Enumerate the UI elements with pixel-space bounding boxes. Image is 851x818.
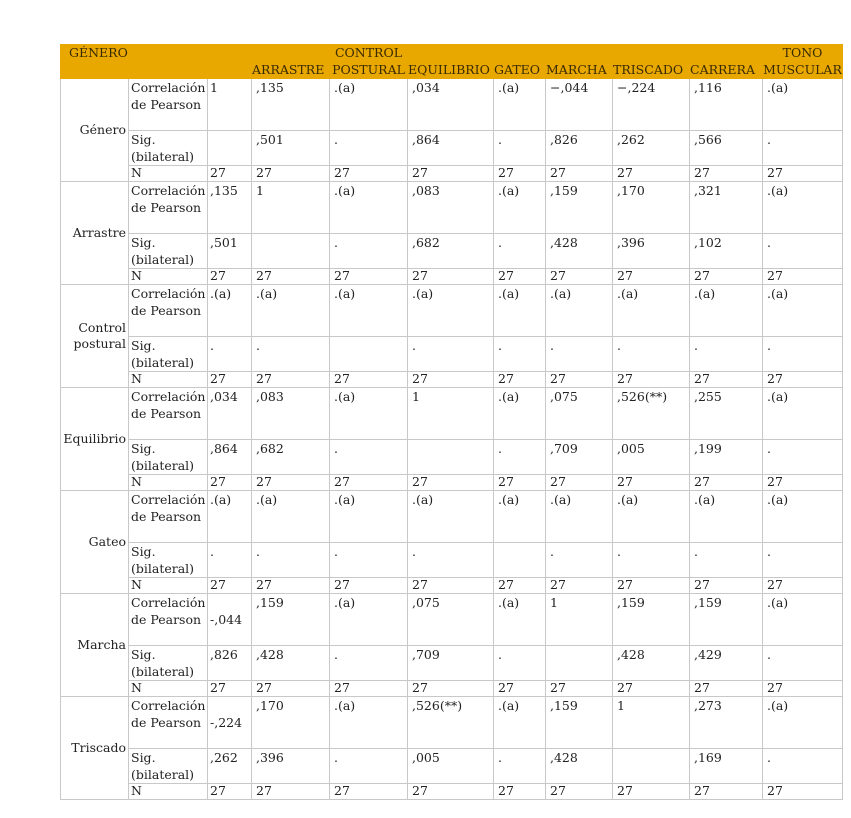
- statistic-label: Sig. (bilateral): [129, 646, 208, 681]
- value-cell: 27: [613, 681, 690, 697]
- header-tono-muscular: TONO MUSCULAR: [763, 45, 842, 77]
- value-cell: ,428: [252, 646, 330, 681]
- value-cell: .(a): [546, 285, 613, 337]
- value-cell: ,262: [613, 131, 690, 166]
- value-cell: ,005: [408, 749, 494, 784]
- value-cell: .(a): [613, 285, 690, 337]
- correlation-row: [61, 594, 843, 646]
- row-group-label: Gateo: [61, 491, 129, 594]
- value-cell: 27: [252, 784, 330, 800]
- value-cell: .: [613, 543, 690, 578]
- value-cell: ,199: [690, 440, 763, 475]
- value-cell: 27: [494, 578, 546, 594]
- value-cell: 27: [330, 166, 408, 182]
- value-cell: .(a): [330, 79, 408, 131]
- value-cell: .(a): [330, 594, 408, 646]
- value-cell: ,428: [613, 646, 690, 681]
- statistic-label: Sig. (bilateral): [129, 440, 208, 475]
- value-cell: ,321: [690, 182, 763, 234]
- significance-row: [61, 131, 843, 166]
- value-cell: .(a): [690, 285, 763, 337]
- value-cell: ,526(**): [613, 388, 690, 440]
- value-cell: .(a): [494, 594, 546, 646]
- value-cell: −,224: [613, 79, 690, 131]
- header-marcha: MARCHA: [546, 45, 613, 79]
- value-cell: ,083: [408, 182, 494, 234]
- value-cell: 27: [408, 475, 494, 491]
- significance-row: [61, 440, 843, 475]
- value-cell: 27: [330, 681, 408, 697]
- value-cell: ,429: [690, 646, 763, 681]
- header-arrastre: ARRASTRE: [252, 45, 330, 79]
- value-cell: .(a): [252, 491, 330, 543]
- value-cell: .: [763, 749, 843, 784]
- statistic-label: N: [129, 578, 208, 594]
- value-cell: 27: [494, 475, 546, 491]
- value-cell: .: [408, 543, 494, 578]
- value-cell: 1: [613, 697, 690, 749]
- value-cell: 27: [763, 475, 843, 491]
- value-cell: 27: [408, 372, 494, 388]
- value-cell: 27: [546, 269, 613, 285]
- correlation-row: [61, 285, 843, 337]
- value-cell: 27: [494, 269, 546, 285]
- value-cell: [330, 337, 408, 372]
- value-cell: .: [763, 440, 843, 475]
- header-triscado: TRISCADO: [613, 45, 690, 79]
- value-cell: .: [763, 646, 843, 681]
- value-cell: 27: [690, 372, 763, 388]
- value-cell: ,170: [252, 697, 330, 749]
- statistic-label: Correlación de Pearson: [129, 79, 208, 131]
- value-cell: 27: [546, 784, 613, 800]
- correlation-row: [61, 182, 843, 234]
- value-cell: .: [763, 337, 843, 372]
- value-cell: 27: [208, 681, 252, 697]
- value-cell: .(a): [763, 79, 843, 131]
- value-cell: 27: [690, 166, 763, 182]
- value-cell: ,396: [252, 749, 330, 784]
- value-cell: ,864: [408, 131, 494, 166]
- significance-row: [61, 337, 843, 372]
- value-cell: 27: [763, 372, 843, 388]
- value-cell: ,826: [546, 131, 613, 166]
- value-cell: .(a): [763, 182, 843, 234]
- value-cell: 27: [690, 578, 763, 594]
- value-cell: 27: [690, 681, 763, 697]
- value-cell: 27: [330, 372, 408, 388]
- value-cell: .(a): [330, 491, 408, 543]
- header-genero: GÉNERO: [61, 45, 252, 79]
- header-row: [61, 45, 843, 79]
- value-cell: 27: [208, 475, 252, 491]
- value-cell: ,135: [208, 182, 252, 234]
- value-cell: ,159: [613, 594, 690, 646]
- value-cell: .: [330, 749, 408, 784]
- correlation-row: [61, 388, 843, 440]
- value-cell: [494, 543, 546, 578]
- value-cell: .(a): [546, 491, 613, 543]
- significance-row: [61, 543, 843, 578]
- row-group-label: Marcha: [61, 594, 129, 697]
- value-cell: ,135: [252, 79, 330, 131]
- value-cell: .(a): [690, 491, 763, 543]
- value-cell: .: [690, 337, 763, 372]
- value-cell: .: [690, 543, 763, 578]
- value-cell: ,501: [252, 131, 330, 166]
- value-cell: ,262: [208, 749, 252, 784]
- header-equilibrio: EQUILIBRIO: [408, 45, 494, 79]
- value-cell: −,044: [546, 79, 613, 131]
- significance-row: [61, 749, 843, 784]
- value-cell: .(a): [763, 285, 843, 337]
- n-row: [61, 166, 843, 182]
- n-row: [61, 784, 843, 800]
- value-cell: .: [330, 131, 408, 166]
- value-cell: .(a): [763, 388, 843, 440]
- value-cell: ,396: [613, 234, 690, 269]
- value-cell: .(a): [763, 491, 843, 543]
- value-cell: .: [330, 234, 408, 269]
- value-cell: ,255: [690, 388, 763, 440]
- statistic-label: Sig. (bilateral): [129, 337, 208, 372]
- value-cell: .(a): [494, 285, 546, 337]
- value-cell: 27: [690, 784, 763, 800]
- statistic-label: N: [129, 166, 208, 182]
- statistic-label: Correlación de Pearson: [129, 491, 208, 543]
- value-cell: 27: [546, 475, 613, 491]
- value-cell: ,826: [208, 646, 252, 681]
- n-row: [61, 681, 843, 697]
- value-cell: ,169: [690, 749, 763, 784]
- row-group-label: Control postural: [61, 285, 129, 388]
- correlation-row: [61, 79, 843, 131]
- value-cell: .(a): [613, 491, 690, 543]
- value-cell: .: [208, 337, 252, 372]
- value-cell: 27: [763, 269, 843, 285]
- value-cell: 27: [546, 372, 613, 388]
- statistic-label: Correlación de Pearson: [129, 697, 208, 749]
- value-cell: 27: [208, 372, 252, 388]
- value-cell: [613, 749, 690, 784]
- value-cell: .: [330, 646, 408, 681]
- value-cell: [208, 131, 252, 166]
- value-cell: 27: [208, 578, 252, 594]
- n-row: [61, 269, 843, 285]
- header-carrera: CARRERA: [690, 45, 763, 79]
- value-cell: 27: [494, 372, 546, 388]
- value-cell: ,709: [546, 440, 613, 475]
- value-cell: ,682: [252, 440, 330, 475]
- value-cell: 27: [252, 578, 330, 594]
- value-cell: ,034: [408, 79, 494, 131]
- value-cell: ,102: [690, 234, 763, 269]
- value-cell: .: [494, 749, 546, 784]
- value-cell: -,224: [208, 697, 252, 749]
- value-cell: .: [613, 337, 690, 372]
- value-cell: .(a): [330, 285, 408, 337]
- table-body: [61, 79, 843, 800]
- correlation-table: [60, 44, 843, 800]
- value-cell: .: [208, 543, 252, 578]
- value-cell: 27: [330, 475, 408, 491]
- statistic-label: N: [129, 269, 208, 285]
- statistic-label: Sig. (bilateral): [129, 234, 208, 269]
- value-cell: ,864: [208, 440, 252, 475]
- value-cell: .(a): [208, 285, 252, 337]
- value-cell: 27: [208, 166, 252, 182]
- value-cell: ,159: [546, 182, 613, 234]
- row-group-label: Género: [61, 79, 129, 182]
- correlation-row: [61, 697, 843, 749]
- value-cell: .(a): [408, 285, 494, 337]
- correlation-row: [61, 491, 843, 543]
- value-cell: ,566: [690, 131, 763, 166]
- value-cell: .(a): [330, 182, 408, 234]
- statistic-label: Correlación de Pearson: [129, 388, 208, 440]
- statistic-label: Correlación de Pearson: [129, 285, 208, 337]
- value-cell: .: [330, 440, 408, 475]
- value-cell: 1: [252, 182, 330, 234]
- value-cell: .: [408, 337, 494, 372]
- n-row: [61, 475, 843, 491]
- value-cell: ,159: [252, 594, 330, 646]
- value-cell: -,044: [208, 594, 252, 646]
- value-cell: .(a): [330, 388, 408, 440]
- value-cell: 27: [546, 578, 613, 594]
- value-cell: ,159: [546, 697, 613, 749]
- statistic-label: N: [129, 372, 208, 388]
- value-cell: 27: [408, 166, 494, 182]
- value-cell: .(a): [494, 388, 546, 440]
- value-cell: ,682: [408, 234, 494, 269]
- value-cell: 27: [763, 578, 843, 594]
- statistic-label: N: [129, 681, 208, 697]
- value-cell: 27: [252, 269, 330, 285]
- value-cell: 27: [763, 681, 843, 697]
- value-cell: 27: [408, 578, 494, 594]
- value-cell: ,170: [613, 182, 690, 234]
- value-cell: ,273: [690, 697, 763, 749]
- value-cell: .: [763, 234, 843, 269]
- value-cell: .: [546, 543, 613, 578]
- value-cell: .(a): [763, 697, 843, 749]
- value-cell: 27: [252, 372, 330, 388]
- value-cell: .(a): [494, 79, 546, 131]
- statistic-label: Correlación de Pearson: [129, 182, 208, 234]
- value-cell: ,005: [613, 440, 690, 475]
- statistic-label: Sig. (bilateral): [129, 131, 208, 166]
- value-cell: 27: [208, 269, 252, 285]
- statistic-label: Sig. (bilateral): [129, 749, 208, 784]
- value-cell: 27: [330, 269, 408, 285]
- value-cell: ,526(**): [408, 697, 494, 749]
- value-cell: 27: [613, 166, 690, 182]
- row-group-label: Equilibrio: [61, 388, 129, 491]
- value-cell: 27: [690, 475, 763, 491]
- value-cell: .: [546, 337, 613, 372]
- value-cell: 27: [763, 166, 843, 182]
- value-cell: .: [494, 646, 546, 681]
- value-cell: 27: [408, 784, 494, 800]
- value-cell: 27: [613, 578, 690, 594]
- value-cell: 27: [613, 784, 690, 800]
- value-cell: .: [330, 543, 408, 578]
- statistic-label: N: [129, 475, 208, 491]
- value-cell: .(a): [252, 285, 330, 337]
- value-cell: .: [252, 337, 330, 372]
- value-cell: .(a): [408, 491, 494, 543]
- value-cell: ,428: [546, 234, 613, 269]
- value-cell: .: [494, 440, 546, 475]
- value-cell: 27: [494, 166, 546, 182]
- value-cell: 27: [546, 681, 613, 697]
- value-cell: [408, 440, 494, 475]
- significance-row: [61, 646, 843, 681]
- value-cell: 27: [252, 475, 330, 491]
- value-cell: .: [494, 234, 546, 269]
- value-cell: 27: [763, 784, 843, 800]
- value-cell: ,075: [546, 388, 613, 440]
- value-cell: .(a): [494, 697, 546, 749]
- value-cell: ,501: [208, 234, 252, 269]
- value-cell: 27: [613, 475, 690, 491]
- value-cell: ,709: [408, 646, 494, 681]
- value-cell: 27: [252, 166, 330, 182]
- value-cell: ,075: [408, 594, 494, 646]
- value-cell: 27: [494, 681, 546, 697]
- value-cell: ,428: [546, 749, 613, 784]
- value-cell: ,159: [690, 594, 763, 646]
- value-cell: 27: [690, 269, 763, 285]
- value-cell: .(a): [330, 697, 408, 749]
- value-cell: 1: [408, 388, 494, 440]
- value-cell: 27: [330, 578, 408, 594]
- value-cell: 27: [546, 166, 613, 182]
- value-cell: .: [252, 543, 330, 578]
- value-cell: 1: [208, 79, 252, 131]
- value-cell: 27: [408, 269, 494, 285]
- n-row: [61, 578, 843, 594]
- correlation-table-container: [60, 44, 843, 800]
- value-cell: .: [763, 543, 843, 578]
- value-cell: 27: [252, 681, 330, 697]
- value-cell: 27: [613, 269, 690, 285]
- row-group-label: Arrastre: [61, 182, 129, 285]
- value-cell: .: [494, 131, 546, 166]
- value-cell: .(a): [494, 182, 546, 234]
- value-cell: ,034: [208, 388, 252, 440]
- value-cell: 27: [408, 681, 494, 697]
- value-cell: 27: [494, 784, 546, 800]
- value-cell: 1: [546, 594, 613, 646]
- value-cell: 27: [330, 784, 408, 800]
- significance-row: [61, 234, 843, 269]
- statistic-label: Correlación de Pearson: [129, 594, 208, 646]
- header-control-postural: CONTROL POSTURAL: [330, 45, 408, 79]
- value-cell: ,116: [690, 79, 763, 131]
- value-cell: [252, 234, 330, 269]
- header-gateo: GATEO: [494, 45, 546, 79]
- value-cell: 27: [613, 372, 690, 388]
- statistic-label: N: [129, 784, 208, 800]
- value-cell: .: [763, 131, 843, 166]
- n-row: [61, 372, 843, 388]
- value-cell: .: [494, 337, 546, 372]
- value-cell: .(a): [763, 594, 843, 646]
- value-cell: 27: [208, 784, 252, 800]
- statistic-label: Sig. (bilateral): [129, 543, 208, 578]
- value-cell: .(a): [208, 491, 252, 543]
- value-cell: ,083: [252, 388, 330, 440]
- row-group-label: Triscado: [61, 697, 129, 800]
- value-cell: [546, 646, 613, 681]
- value-cell: .(a): [494, 491, 546, 543]
